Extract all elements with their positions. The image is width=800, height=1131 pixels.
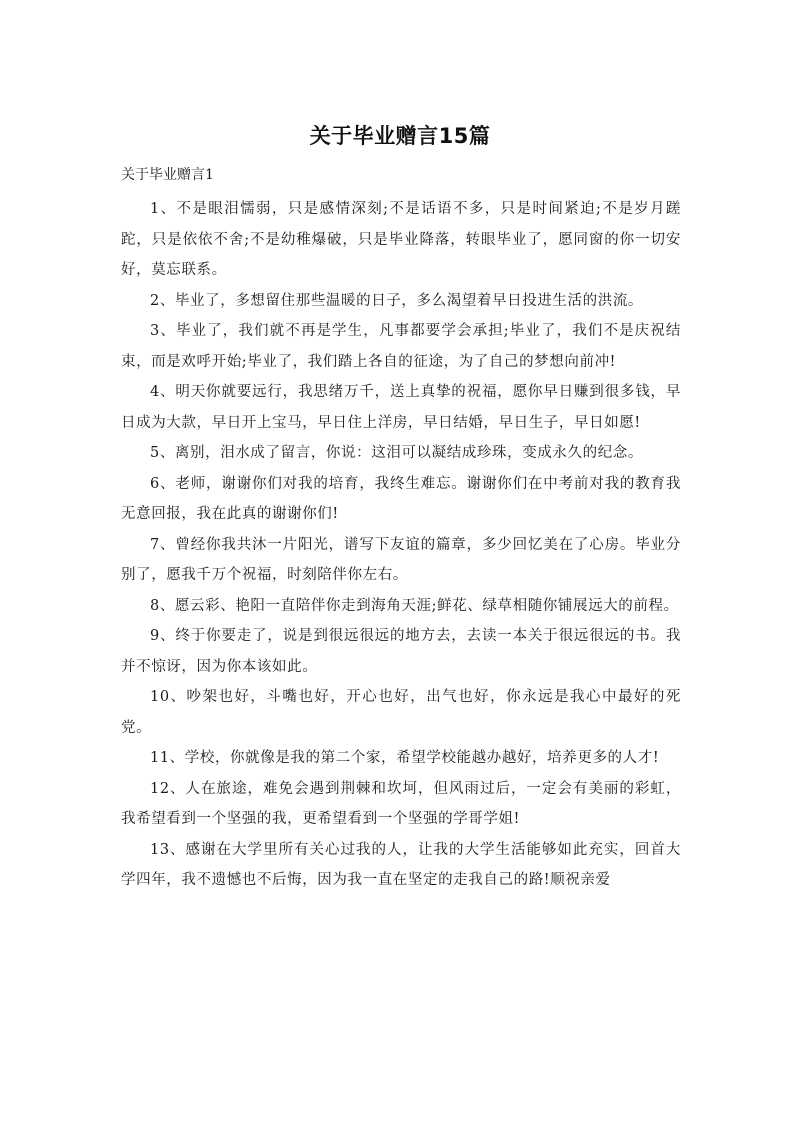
paragraph-13: 13、感谢在大学里所有关心过我的人，让我的大学生活能够如此充实，回首大学四年，我不遗憾也不后悔，因为我一直在坚定的走我自己的路!顺祝亲爱 xyxy=(121,841,681,888)
paragraph-3: 3、毕业了，我们就不再是学生，凡事都要学会承担;毕业了，我们不是庆祝结束，而是欢呼开始;毕业了，我们踏上各自的征途，为了自己的梦想向前冲! xyxy=(121,323,681,370)
section-subtitle: 关于毕业赠言1 xyxy=(121,167,214,183)
paragraph-4: 4、明天你就要远行，我思绪万千，送上真挚的祝福，愿你早日赚到很多钱，早日成为大款，早日开上宝马，早日住上洋房，早日结婚，早日生子，早日如愿! xyxy=(121,384,681,431)
paragraph-9: 9、终于你要走了，说是到很远很远的地方去，去读一本关于很远很远的书。我并不惊讶，因为你本该如此。 xyxy=(121,628,681,675)
document-body xyxy=(121,194,681,896)
document-title: 关于毕业赠言15篇 xyxy=(309,124,491,148)
paragraph-12: 12、人在旅途，难免会遇到荆棘和坎坷，但风雨过后，一定会有美丽的彩虹，我希望看到一个坚强的我，更希望看到一个坚强的学哥学姐! xyxy=(121,780,681,827)
paragraph-11: 11、学校，你就像是我的第二个家，希望学校能越办越好，培养更多的人才! xyxy=(150,750,660,766)
paragraph-10: 10、吵架也好，斗嘴也好，开心也好，出气也好，你永远是我心中最好的死党。 xyxy=(121,689,681,736)
paragraph-5: 5、离别，泪水成了留言，你说：这泪可以凝结成珍珠，变成永久的纪念。 xyxy=(150,445,644,461)
paragraph-2: 2、毕业了，多想留住那些温暖的日子，多么渴望着早日投进生活的洪流。 xyxy=(150,292,644,309)
paragraph-8: 8、愿云彩、艳阳一直陪伴你走到海角天涯;鲜花、绿草相随你铺展远大的前程。 xyxy=(150,597,679,614)
paragraph-7: 7、曾经你我共沐一片阳光，谱写下友谊的篇章，多少回忆美在了心房。毕业分别了，愿我千万个祝福，时刻陪伴你左右。 xyxy=(121,536,681,583)
paragraph-1: 1、不是眼泪懦弱，只是感情深刻;不是话语不多，只是时间紧迫;不是岁月蹉跎，只是依依不舍;不是幼稚爆破，只是毕业降落，转眼毕业了，愿同窗的你一切安好，莫忘联系。 xyxy=(121,201,681,278)
paragraph-6: 6、老师，谢谢你们对我的培育，我终生难忘。谢谢你们在中考前对我的教育我无意回报，我在此真的谢谢你们! xyxy=(121,475,681,522)
